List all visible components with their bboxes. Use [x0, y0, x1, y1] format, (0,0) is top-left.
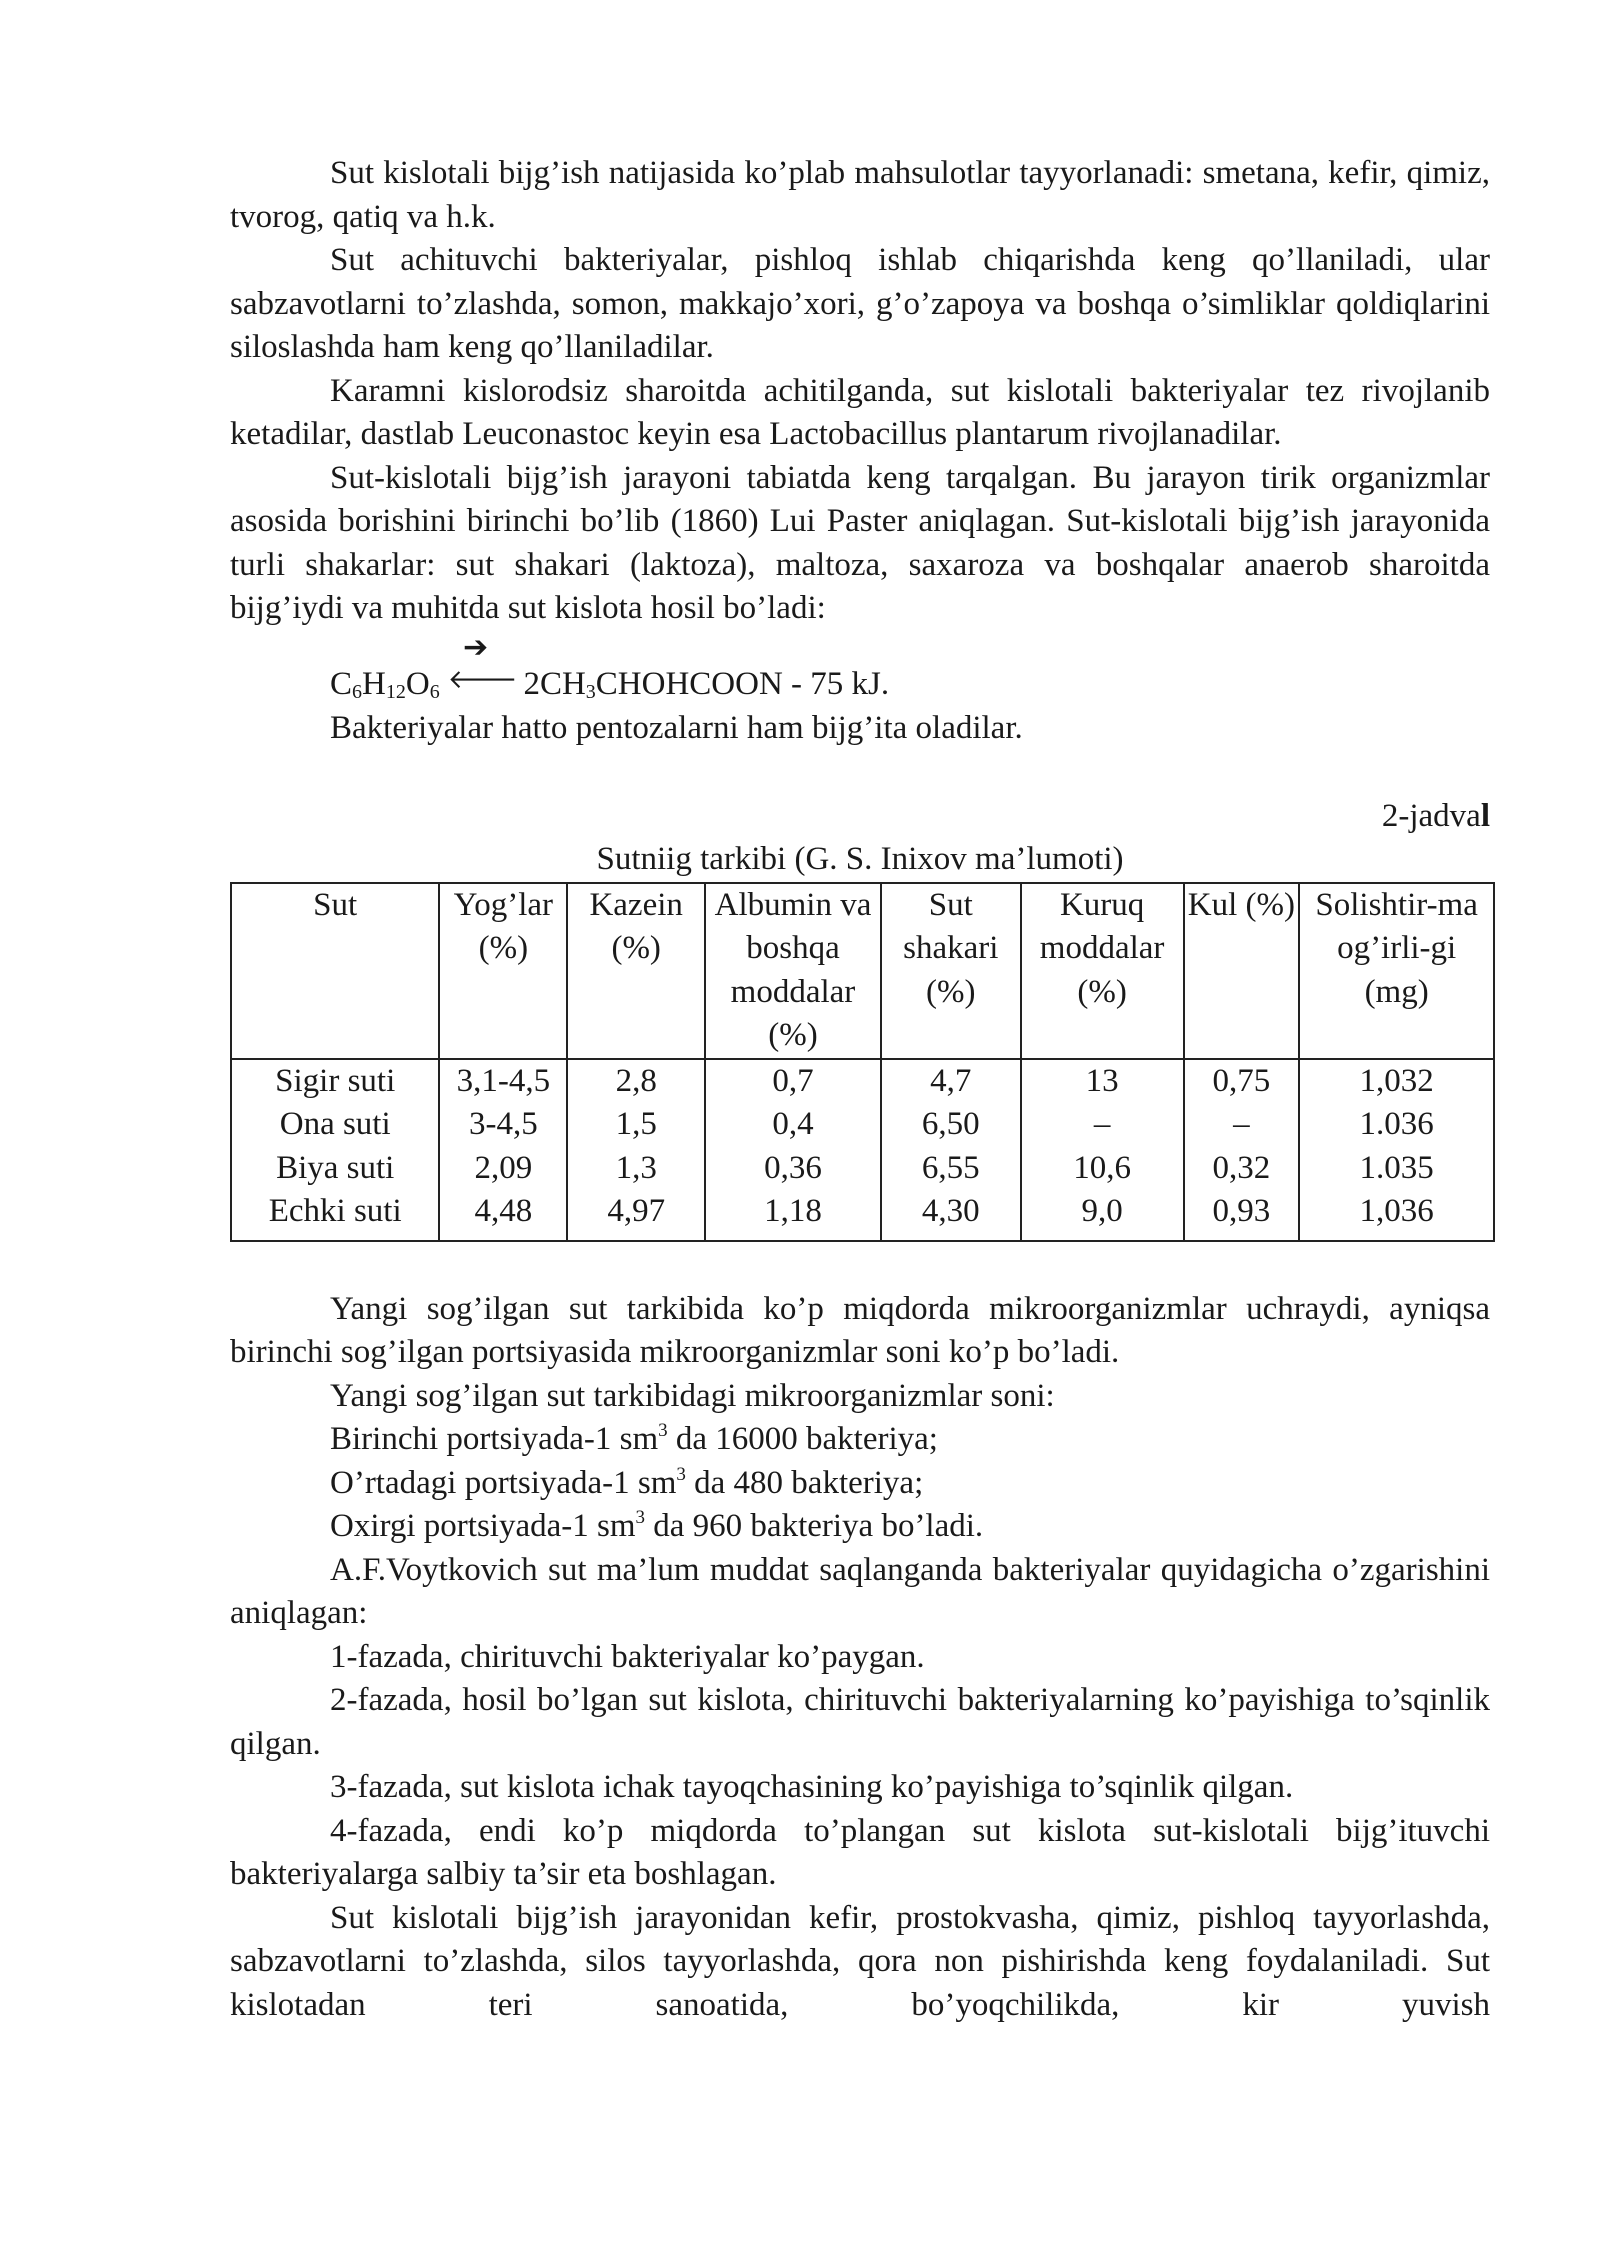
cell-sugar: 4,30	[881, 1190, 1021, 1241]
cell-ash: –	[1184, 1103, 1300, 1147]
cell-albumin: 0,7	[705, 1059, 881, 1104]
paragraph-cabbage-fermentation: Karamni kislorodsiz sharoitda achitilganda, sut kislotali bakteriyalar tez rivojlanib ketadilar, dastlab Leuconastoc keyin esa Lactobacillus plantarum rivojlanadilar.	[230, 372, 1490, 452]
document-page	[230, 152, 1490, 2027]
cell-fat: 2,09	[439, 1147, 567, 1191]
paragraph-fermentation-products: Sut kislotali bijg’ish natijasida ko’plab mahsulotlar tayyorlanadi: smetana, kefir, qimiz, tvorog, qatiq va h.k.	[230, 155, 1490, 235]
paragraph-phase-3: 3-fazada, sut kislota ichak tayoqchasining ko’payishiga to’sqinlik qilgan.	[330, 1769, 1294, 1805]
cell-density: 1,032	[1299, 1059, 1494, 1104]
header-kul: Kul (%)	[1184, 883, 1300, 1059]
cell-milk-type: Ona suti	[231, 1103, 439, 1147]
back-arrow-icon: 🡐	[447, 664, 518, 694]
cell-density: 1.036	[1299, 1103, 1494, 1147]
table-row	[231, 1147, 1494, 1191]
table-row	[231, 1103, 1494, 1147]
paragraph-fresh-milk: Yangi sog’ilgan sut tarkibida ko’p miqdorda mikroorganizmlar uchraydi, ayniqsa birinchi sog’ilgan portsiyasida mikroorganizmlar soni ko’p bo’ladi.	[230, 1290, 1490, 1370]
cell-sugar: 6,55	[881, 1147, 1021, 1191]
cell-casein: 4,97	[567, 1190, 705, 1241]
cell-milk-type: Echki suti	[231, 1190, 439, 1241]
forward-arrow-icon: ➔	[463, 630, 489, 664]
cell-fat: 3-4,5	[439, 1103, 567, 1147]
cell-casein: 1,5	[567, 1103, 705, 1147]
paragraph-phase-4: 4-fazada, endi ko’p miqdorda to’plangan sut kislota sut-kislotali bijg’ituvchi bakteriyalarga salbiy ta’sir eta boshlagan.	[230, 1812, 1490, 1892]
cell-albumin: 1,18	[705, 1190, 881, 1241]
count-line-first: Birinchi portsiyada-1 $sm^3$ da 16000 bakteriya;	[330, 1420, 938, 1457]
header-sut: Sut	[231, 883, 439, 1059]
cell-milk-type: Biya suti	[231, 1147, 439, 1191]
count-line-last: Oxirgi portsiyada-1 $sm^3$ da 960 bakteriya bo’ladi.	[330, 1507, 984, 1544]
cell-dry-matter: –	[1021, 1103, 1184, 1147]
cell-fat: 3,1-4,5	[439, 1059, 567, 1104]
paragraph-uses: Sut kislotali bijg’ish jarayonidan kefir, prostokvasha, qimiz, pishloq tayyorlashda, sabzavotlarni to’zlashda, silos tayyorlashda, qora non pishirishda keng foydalaniladi. Sut kislotadan teri sanoatida, bo’yoqchilikda, kir yuvish	[230, 1899, 1490, 2023]
header-sut-shakari: Sut shakari (%)	[881, 883, 1021, 1059]
header-yoglar: Yog’lar (%)	[439, 883, 567, 1059]
paragraph-lactic-bacteria-uses: Sut achituvchi bakteriyalar, pishloq ishlab chiqarishda keng qo’llaniladi, ular sabzavotlarni to’zlashda, somon, makkajo’xori, g’o’zapoya va boshqa o’simliklar qoldiqlarini siloslashda ham keng qo’llaniladilar.	[230, 242, 1490, 365]
table-title: Sutniig tarkibi (G. S. Inixov ma’lumoti)	[596, 841, 1124, 877]
header-kuruq-moddalar: Kuruq moddalar (%)	[1021, 883, 1184, 1059]
cell-dry-matter: 13	[1021, 1059, 1184, 1104]
table-row	[231, 1059, 1494, 1104]
cell-albumin: 0,36	[705, 1147, 881, 1191]
table-header-row	[231, 883, 1494, 1059]
cell-milk-type: Sigir suti	[231, 1059, 439, 1104]
paragraph-phase-1: 1-fazada, chirituvchi bakteriyalar ko’paygan.	[330, 1638, 925, 1675]
header-kazein: Kazein (%)	[567, 883, 705, 1059]
milk-composition-table	[230, 882, 1495, 1242]
cell-sugar: 6,50	[881, 1103, 1021, 1147]
paragraph-phase-2: 2-fazada, hosil bo’lgan sut kislota, chirituvchi bakteriyalarning ko’payishiga to’sqinlik qilgan.	[230, 1682, 1490, 1762]
pentose-line: Bakteriyalar hatto pentozalarni ham bijg’ita oladilar.	[330, 710, 1023, 746]
table-number: 2-jadval	[1381, 797, 1490, 834]
cell-dry-matter: 9,0	[1021, 1190, 1184, 1241]
cell-albumin: 0,4	[705, 1103, 881, 1147]
cell-casein: 2,8	[567, 1059, 705, 1104]
cell-dry-matter: 10,6	[1021, 1147, 1184, 1191]
cell-density: 1.035	[1299, 1147, 1494, 1191]
cell-sugar: 4,7	[881, 1059, 1021, 1104]
table-row	[231, 1190, 1494, 1241]
paragraph-voytkovich: A.F.Voytkovich sut ma’lum muddat saqlanganda bakteriyalar quyidagicha o’zgarishini aniqlagan:	[230, 1551, 1490, 1631]
cell-density: 1,036	[1299, 1190, 1494, 1241]
header-albumin: Albumin va boshqa moddalar (%)	[705, 883, 881, 1059]
cell-ash: 0,75	[1184, 1059, 1300, 1104]
cell-ash: 0,32	[1184, 1147, 1300, 1191]
count-line-middle: O’rtadagi portsiyada-1 $sm^3$ da 480 bakteriya;	[330, 1463, 924, 1501]
cell-fat: 4,48	[439, 1190, 567, 1241]
paragraph-fermentation-process: Sut-kislotali bijg’ish jarayoni tabiatda keng tarqalgan. Bu jarayon tirik organizmlar asosida borishini birinchi bo’lib (1860) Lui Paster aniqlagan. Sut-kislotali bijg’ish jarayonida turli shakarlar: sut shakari (laktoza), maltoza, saxaroza va boshqalar anaerob sharoitda bijg’iydi va muhitda sut kislota hosil bo’ladi:	[230, 459, 1490, 626]
counts-intro: Yangi sog’ilgan sut tarkibidagi mikroorganizmlar soni:	[330, 1377, 1055, 1414]
cell-casein: 1,3	[567, 1147, 705, 1191]
section-after-table	[230, 1288, 1490, 2028]
chemical-formula: $C_6H_{12}O_6$ 🡐 $2CH_3CHOHCOON - 75$ kJ.	[330, 664, 890, 703]
header-solishtirma: Solishtir-ma og’irli-gi (mg)	[1299, 883, 1494, 1059]
cell-ash: 0,93	[1184, 1190, 1300, 1241]
